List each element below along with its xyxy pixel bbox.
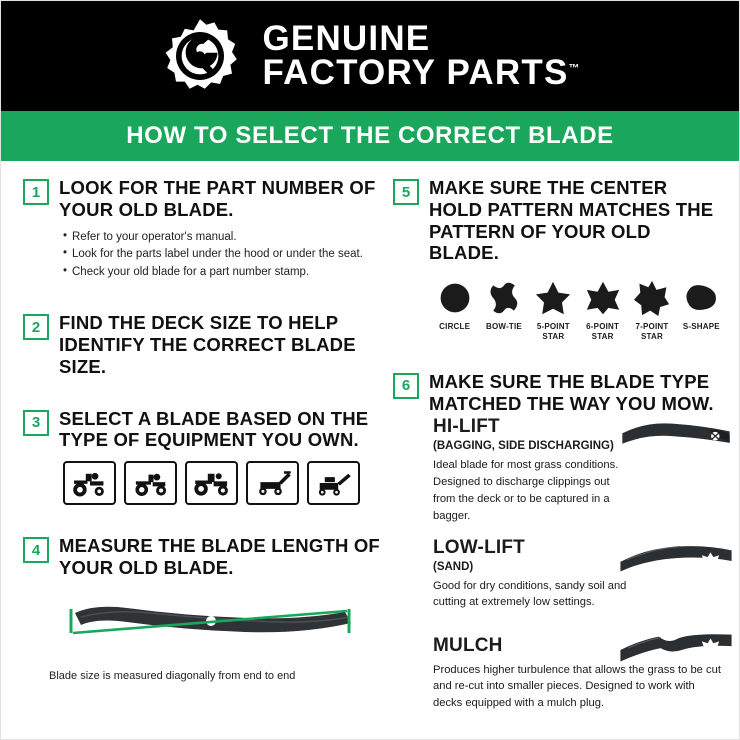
step-4-header <box>23 535 383 579</box>
blade-type-subtitle: (BAGGING, SIDE DISCHARGING) <box>433 440 614 453</box>
mower-blade-diagonal-measure-icon <box>61 593 361 655</box>
brand-wordmark <box>262 18 580 92</box>
trademark-mark: ™ <box>568 62 580 75</box>
7-point-star-hole-icon <box>630 276 673 320</box>
list-item: • Look for the parts label under the hood or under the seat. <box>63 246 383 264</box>
low-lift-blade-icon <box>617 537 735 588</box>
equipment-icon-row <box>63 461 383 505</box>
step-2-title: FIND THE DECK SIZE TO HELP IDENTIFY THE CORRECT BLADE SIZE. <box>59 312 356 377</box>
right-column <box>393 177 723 733</box>
hole-pattern-5-point-star <box>532 276 575 340</box>
step-5 <box>393 177 723 341</box>
banner-title-bar <box>1 111 739 161</box>
blade-type-mulch <box>433 635 723 721</box>
left-column <box>23 177 383 694</box>
step-4-caption: Blade size is measured diagonally from end to end <box>49 669 296 682</box>
list-item: • Check your old blade for a part number stamp. <box>63 264 383 282</box>
step-4-title: MEASURE THE BLADE LENGTH OF YOUR OLD BLADE. <box>59 535 380 579</box>
blade-type-hi-lift <box>433 416 723 524</box>
blade-type-description: Good for dry conditions, sandy soil and cutting at extremely low settings. <box>433 579 627 609</box>
blade-type-name: MULCH <box>433 634 503 656</box>
step-3-number: 3 <box>23 410 49 436</box>
gear-wrench-logo-icon <box>160 16 240 96</box>
brand-header <box>1 1 739 111</box>
step-1-number: 1 <box>23 179 49 205</box>
step-3-header <box>23 408 383 452</box>
hole-pattern-label: CIRCLE <box>439 322 471 332</box>
circle-hole-icon <box>433 276 476 320</box>
blade-type-name: LOW-LIFT <box>433 536 525 558</box>
hole-pattern-label: 6-POINT STAR <box>586 322 620 341</box>
step-6-title: MAKE SURE THE BLADE TYPE MATCHED THE WAY YOU MOW. <box>429 370 714 414</box>
step-1-bullets <box>63 229 383 282</box>
step-2-header <box>23 312 383 377</box>
hole-pattern-label: 5-POINT STAR <box>536 322 570 341</box>
step-4 <box>23 535 383 682</box>
hi-lift-blade-icon <box>617 416 735 467</box>
mulch-blade-icon <box>617 627 735 678</box>
blade-type-name: HI-LIFT <box>433 416 500 438</box>
content-area <box>1 161 739 739</box>
banner-title: HOW TO SELECT THE CORRECT BLADE <box>126 122 614 149</box>
step-2-number: 2 <box>23 314 49 340</box>
hole-pattern-7-point-star <box>630 276 673 340</box>
list-item: • Refer to your operator's manual. <box>63 229 383 247</box>
6-point-star-hole-icon <box>581 276 624 320</box>
bow-tie-hole-icon <box>482 276 525 320</box>
riding-mower-icon <box>124 461 177 505</box>
lawn-tractor-icon <box>185 461 238 505</box>
zero-turn-mower-icon <box>63 461 116 505</box>
blade-type-description: Ideal blade for most grass conditions. Designed to discharge clippings out from the deck or to be captured in a bagger. <box>433 459 619 522</box>
blade-measure-graphic <box>61 593 361 660</box>
step-6 <box>393 371 723 721</box>
step-6-number: 6 <box>393 373 419 399</box>
hole-pattern-bow-tie <box>482 276 525 340</box>
hole-pattern-label: 7-POINT STAR <box>635 322 669 341</box>
step-6-header <box>393 371 723 415</box>
step-5-header <box>393 177 723 264</box>
hole-pattern-s-shape <box>680 276 723 340</box>
step-5-number: 5 <box>393 179 419 205</box>
5-point-star-hole-icon <box>532 276 575 320</box>
blade-type-description: Produces higher turbulence that allows the grass to be cut and re-cut into smaller pieces. Designed to work with decks equipped with a mulch plug. <box>433 663 721 710</box>
push-mower-icon <box>307 461 360 505</box>
step-1-title: LOOK FOR THE PART NUMBER OF YOUR OLD BLADE. <box>59 177 376 220</box>
s-shape-hole-icon <box>680 276 723 320</box>
hole-pattern-label: BOW-TIE <box>486 322 522 332</box>
step-2 <box>23 312 383 377</box>
step-1 <box>23 177 383 282</box>
brand-line-1: GENUINE <box>262 18 431 58</box>
step-5-title: MAKE SURE THE CENTER HOLD PATTERN MATCHES THE PATTERN OF YOUR OLD BLADE. <box>429 177 714 264</box>
brand-line-2: FACTORY PARTS™ <box>262 53 580 92</box>
hole-pattern-label: S-SHAPE <box>682 322 720 332</box>
walk-behind-mower-icon <box>246 461 299 505</box>
hole-pattern-6-point-star <box>581 276 624 340</box>
blade-type-subtitle: (SAND) <box>433 560 474 573</box>
hole-pattern-circle <box>433 276 476 340</box>
blade-type-low-lift <box>433 537 723 623</box>
hole-pattern-row <box>433 276 723 340</box>
step-3-title: SELECT A BLADE BASED ON THE TYPE OF EQUIPMENT YOU OWN. <box>59 407 369 451</box>
step-3 <box>23 408 383 506</box>
step-1-header <box>23 177 383 221</box>
step-4-number: 4 <box>23 537 49 563</box>
